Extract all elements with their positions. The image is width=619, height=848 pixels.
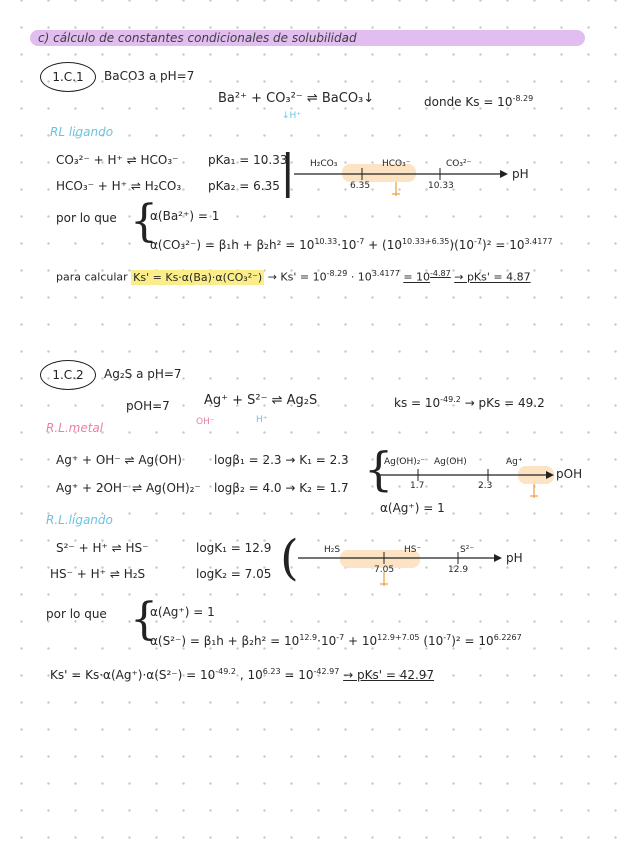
alpha-co3-term: ·10 [337, 238, 357, 252]
alpha-s-term: + 10 [344, 634, 378, 648]
pka1-value: pKa₁ = 10.33 [208, 153, 288, 167]
ks-final-line [50, 668, 434, 681]
alpha-co3-left: α(CO₃²⁻) = β₁h + β₂h² = 10 [150, 238, 315, 252]
exponent: -7 [336, 633, 345, 642]
page-title: c) cálculo de constantes condicionales de solubilidad [38, 31, 357, 45]
exponent: 3.4177 [371, 269, 400, 278]
pka2-value: pKa₂ = 6.35 [208, 179, 280, 193]
exponent: 6.2267 [493, 633, 522, 642]
pks-value: → pKs = 49.2 [464, 396, 545, 410]
exponent: 6.23 [262, 667, 281, 676]
calc-highlight: Ks' = Ks·α(Ba)·α(CO₃²⁻) [133, 270, 263, 284]
tick-label: 2.3 [478, 481, 493, 491]
tick-label: 12.9 [448, 565, 469, 575]
alpha-ag: α(Ag⁺) = 1 [150, 605, 215, 619]
exponent: -7 [474, 237, 483, 246]
ks-text [424, 95, 533, 108]
tick-label: 10.33 [428, 181, 454, 191]
ks-final-term: , 10 [239, 668, 263, 682]
ks-exponent: -49.2 [440, 395, 461, 404]
exponent: -8.29 [326, 269, 348, 278]
exponent: -7 [356, 237, 365, 246]
species-label: H₂S [324, 545, 341, 555]
axis-arrow-icon [494, 554, 502, 562]
section-id: 1.C.2 [52, 368, 84, 382]
h-plus-arrow: ↓H⁺ [282, 111, 302, 121]
tick-label: 1.7 [410, 481, 425, 491]
alpha-s-left: α(S²⁻) = β₁h + β₂h² = 10 [150, 634, 300, 648]
ks-label: donde Ks = 10 [424, 95, 513, 109]
main-equation: Ba²⁺ + CO₃²⁻ ⇌ BaCO₃↓ [218, 91, 375, 106]
species-label: H₂CO₃ [310, 159, 338, 169]
main-equation: Ag⁺ + S²⁻ ⇌ Ag₂S [204, 393, 318, 408]
exponent: -42.97 [313, 667, 340, 676]
axis-label: pH [512, 167, 529, 181]
brace: { [130, 196, 158, 247]
brace: ( [280, 530, 299, 586]
calc-term: = 10 [403, 270, 431, 284]
exponent: -7 [443, 633, 452, 642]
exponent: -4.87 [430, 269, 451, 278]
section-id: 1.C.1 [52, 70, 84, 84]
species-label: CO₃²⁻ [446, 159, 472, 169]
rl-ligando-label: RL ligando [50, 125, 114, 139]
metal-eq-2: Ag⁺ + 2OH⁻ ⇌ Ag(OH)₂⁻ [56, 481, 201, 495]
section-header: BaCO3 a pH=7 [104, 69, 195, 83]
por-lo-que: por lo que [56, 211, 117, 225]
tick-label: 6.35 [350, 181, 371, 191]
alpha-s-term: )² = 10 [451, 634, 494, 648]
species-label: S²⁻ [460, 545, 475, 555]
axis-label: pH [506, 551, 523, 565]
species-label: HS⁻ [404, 545, 422, 555]
exponent: 3.4177 [524, 237, 553, 246]
calc-line [56, 270, 531, 283]
section-id-badge [40, 360, 96, 390]
calc-label: para calcular [56, 270, 128, 284]
metal-eq-1: Ag⁺ + OH⁻ ⇌ Ag(OH) [56, 453, 182, 467]
poh-label: pOH=7 [126, 399, 170, 413]
ligand-k-2: logK₂ = 7.05 [196, 567, 272, 581]
brace: { [130, 594, 158, 645]
equilibrium-2: HCO₃⁻ + H⁺ ⇌ H₂CO₃ [56, 179, 182, 193]
axis-label: pOH [556, 467, 583, 481]
alpha-co3-term: + (10 [364, 238, 402, 252]
brace: { [364, 442, 394, 496]
section-id-badge [40, 62, 96, 92]
ligand-eq-2: HS⁻ + H⁺ ⇌ H₂S [50, 567, 146, 581]
ligand-eq-1: S²⁻ + H⁺ ⇌ HS⁻ [56, 541, 149, 555]
rl-ligando-label: R.L.ligando [46, 513, 113, 527]
metal-k-1: logβ₁ = 2.3 → K₁ = 2.3 [214, 453, 349, 467]
ks-label: ks = 10 [394, 396, 441, 410]
exponent: 12.9+7.05 [377, 633, 420, 642]
ligand-k-1: logK₁ = 12.9 [196, 541, 272, 555]
h-arrow: H⁺ [256, 415, 268, 425]
alpha-co3 [150, 238, 552, 251]
section-header: Ag₂S a pH=7 [104, 367, 182, 381]
exponent: 10.33 [314, 237, 338, 246]
species-label: Ag(OH) [434, 457, 467, 467]
alpha-s [150, 634, 522, 647]
alpha-ag-metal: α(Ag⁺) = 1 [380, 501, 445, 515]
alpha-s-term: (10 [419, 634, 444, 648]
alpha-co3-term: )² = 10 [482, 238, 525, 252]
axis-arrow-icon [500, 170, 508, 178]
exponent: 12.9 [299, 633, 318, 642]
por-lo-que: por lo que [46, 607, 107, 621]
alpha-ba: α(Ba²⁺) = 1 [150, 209, 220, 223]
pks-result: → pKs' = 4.87 [454, 270, 531, 284]
ks-final-term: Ks' = Ks·α(Ag⁺)·α(S²⁻) = 10 [50, 668, 216, 682]
exponent: -49.2 [215, 667, 236, 676]
ks-final-term: = 10 [284, 668, 314, 682]
calc-term: → Ks' = 10 [267, 270, 327, 284]
species-label: HCO₃⁻ [382, 159, 411, 169]
brace: | [280, 144, 296, 198]
metal-k-2: logβ₂ = 4.0 → K₂ = 1.7 [214, 481, 349, 495]
calc-term: · 10 [350, 270, 372, 284]
alpha-co3-term: )(10 [449, 238, 475, 252]
exponent: 10.33+6.35 [401, 237, 450, 246]
oh-arrow: OH⁻ [196, 417, 215, 427]
pks-final-result: → pKs' = 42.97 [343, 668, 435, 682]
ks-text [394, 396, 545, 409]
alpha-s-term: ·10 [317, 634, 337, 648]
tick-label: 7.05 [374, 565, 395, 575]
species-label: Ag(OH)₂⁻ [384, 457, 426, 467]
species-label: Ag⁺ [506, 457, 523, 467]
ks-exponent: -8.29 [512, 94, 534, 103]
equilibrium-1: CO₃²⁻ + H⁺ ⇌ HCO₃⁻ [56, 153, 179, 167]
rl-metal-label: R.L.metal [46, 421, 104, 435]
